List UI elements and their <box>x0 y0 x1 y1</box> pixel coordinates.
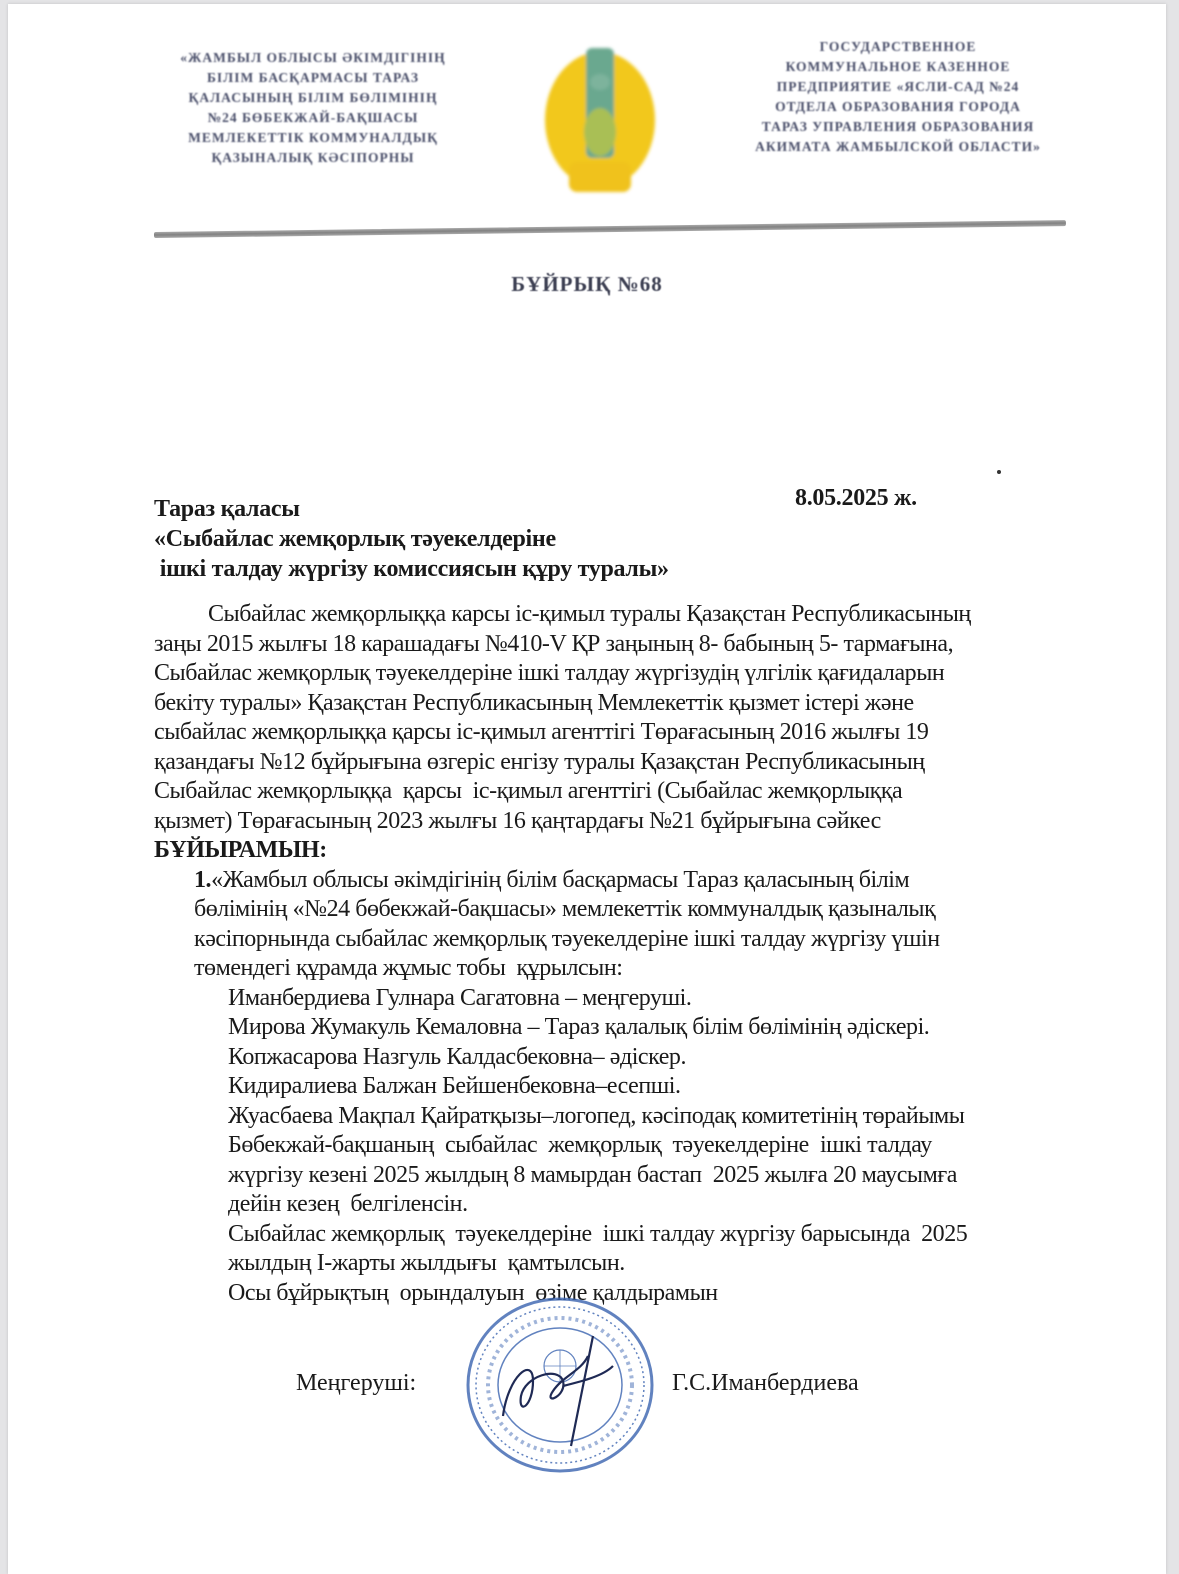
period-line: Бөбекжай-бақшаның сыбайлас жемқорлық тәуекелдеріне ішкі талдау <box>228 1132 932 1158</box>
scan-speck <box>997 470 1001 474</box>
header-left-line: МЕМЛЕКЕТТІК КОММУНАЛДЫҚ <box>188 130 438 145</box>
coverage-line: Сыбайлас жемқорлық тәуекелдеріне ішкі талдау жүргізу барысында 2025 <box>228 1220 968 1247</box>
control-line: Осы бұйрықтың орындалуын өзіме қалдырамын <box>228 1279 718 1306</box>
header-org-russian <box>718 37 1078 157</box>
header-org-kazakh <box>143 48 483 168</box>
header-right-line: ОТДЕЛА ОБРАЗОВАНИЯ ГОРОДА <box>775 99 1021 114</box>
header-left-line: ҚАЛАСЫНЫҢ БІЛІМ БӨЛІМІНІҢ <box>188 90 438 105</box>
subject-line: ішкі талдау жүргізу комиссиясын құру туралы» <box>154 556 669 582</box>
item-1-line: кәсіпорнында сыбайлас жемқорлық тәуекелдеріне ішкі талдау жүргізу үшін <box>194 925 940 952</box>
member-line: Жуасбаева Мақпал Қайратқызы–логопед, кәсіподақ комитетінің төрайымы <box>228 1102 965 1129</box>
member-line: Копжасарова Назгуль Калдасбековна– әдіскер. <box>228 1043 687 1070</box>
member-line: Кидиралиева Балжан Бейшенбековна–есепші. <box>228 1073 681 1099</box>
header-left-line: ҚАЗЫНАЛЫҚ КӘСІПОРНЫ <box>211 150 415 165</box>
order-title: БҰЙРЫҚ №68 <box>511 272 663 296</box>
state-emblem-icon <box>541 42 659 202</box>
preamble-line: Сыбайлас жемқорлыққа карсы іс-қимыл туралы Қазақстан Республикасының <box>208 601 971 627</box>
header-divider <box>154 220 1066 238</box>
item-1-line <box>154 866 1054 896</box>
period-line: жүргізу кезені 2025 жылдың 8 мамырдан бастап 2025 жылға 20 маусымға <box>228 1161 957 1188</box>
preamble-line: қазандағы №12 бұйрығына өзгеріс енгізу туралы Қазақстан Республикасының <box>154 748 925 775</box>
coverage-line: жылдың І-жарты жылдығы қамтылсын. <box>228 1250 625 1276</box>
header-right-line: ГОСУДАРСТВЕННОЕ <box>819 39 977 54</box>
header-right-line: КОММУНАЛЬНОЕ КАЗЕННОЕ <box>785 59 1011 74</box>
header-right-line: АКИМАТА ЖАМБЫЛСКОЙ ОБЛАСТИ» <box>755 139 1041 154</box>
order-city: Тараз қаласы <box>154 496 300 522</box>
signatory-position: Меңгеруші: <box>296 1370 417 1396</box>
order-body <box>154 600 1054 1308</box>
preamble-line: Сыбайлас жемқорлық тәуекелдеріне ішкі талдау жүргізудің үлгілік қағидаларын <box>154 660 945 686</box>
order-word: БҰЙЫРАМЫН: <box>154 837 327 863</box>
preamble-line: қызмет) Төрағасының 2023 жылғы 16 қаңтардағы №21 бұйрығына сәйкес <box>154 807 881 834</box>
preamble-line: бекіту туралы» Қазақстан Республикасының Мемлекеттік қызмет істері және <box>154 689 914 716</box>
order-date: 8.05.2025 ж. <box>795 485 917 511</box>
signatory-name: Г.С.Иманбердиева <box>672 1370 859 1396</box>
item-1-line: төмендегі құрамда жұмыс тобы құрылсын: <box>194 955 623 981</box>
header-right-line: ТАРАЗ УПРАВЛЕНИЯ ОБРАЗОВАНИЯ <box>761 119 1035 134</box>
member-line: Мирова Жумакуль Кемаловна – Тараз қалалық білім бөлімінің әдіскері. <box>228 1014 930 1040</box>
order-subject <box>154 524 669 584</box>
item-1-text: «Жамбыл облысы әкімдігінің білім басқармасы Тараз қаласының білім <box>211 866 910 893</box>
subject-line: «Сыбайлас жемқорлық тәуекелдеріне <box>154 526 556 552</box>
item-1-number: 1. <box>194 866 212 893</box>
header-right-line: ПРЕДПРИЯТИЕ «ЯСЛИ-САД №24 <box>776 79 1020 94</box>
round-seal-icon <box>463 1296 658 1474</box>
period-line: дейін кезең белгіленсін. <box>228 1191 468 1217</box>
member-line: Иманбердиева Гулнара Сагатовна – меңгеруші. <box>228 984 692 1011</box>
document-page <box>8 4 1166 1574</box>
handwritten-signature-icon <box>503 1336 613 1446</box>
item-1-line: бөлімінің «№24 бөбекжай-бақшасы» мемлекеттік коммуналдық қазыналық <box>194 896 936 922</box>
preamble-line: Сыбайлас жемқорлыққа қарсы іс-қимыл агенттігі (Сыбайлас жемқорлыққа <box>154 778 903 804</box>
header-left-line: №24 БӨБЕКЖАЙ-БАҚШАСЫ <box>207 110 419 125</box>
preamble-line: сыбайлас жемқорлыққа қарсы іс-қимыл агенттігі Төрағасының 2016 жылғы 19 <box>154 719 929 745</box>
preamble-line: заңы 2015 жылғы 18 карашадағы №410-V ҚР заңының 8- бабының 5- тармағына, <box>154 630 954 657</box>
header-left-line: БІЛІМ БАСҚАРМАСЫ ТАРАЗ <box>206 70 420 85</box>
header-left-line: «ЖАМБЫЛ ОБЛЫСЫ ӘКІМДІГІНІҢ <box>180 50 446 65</box>
